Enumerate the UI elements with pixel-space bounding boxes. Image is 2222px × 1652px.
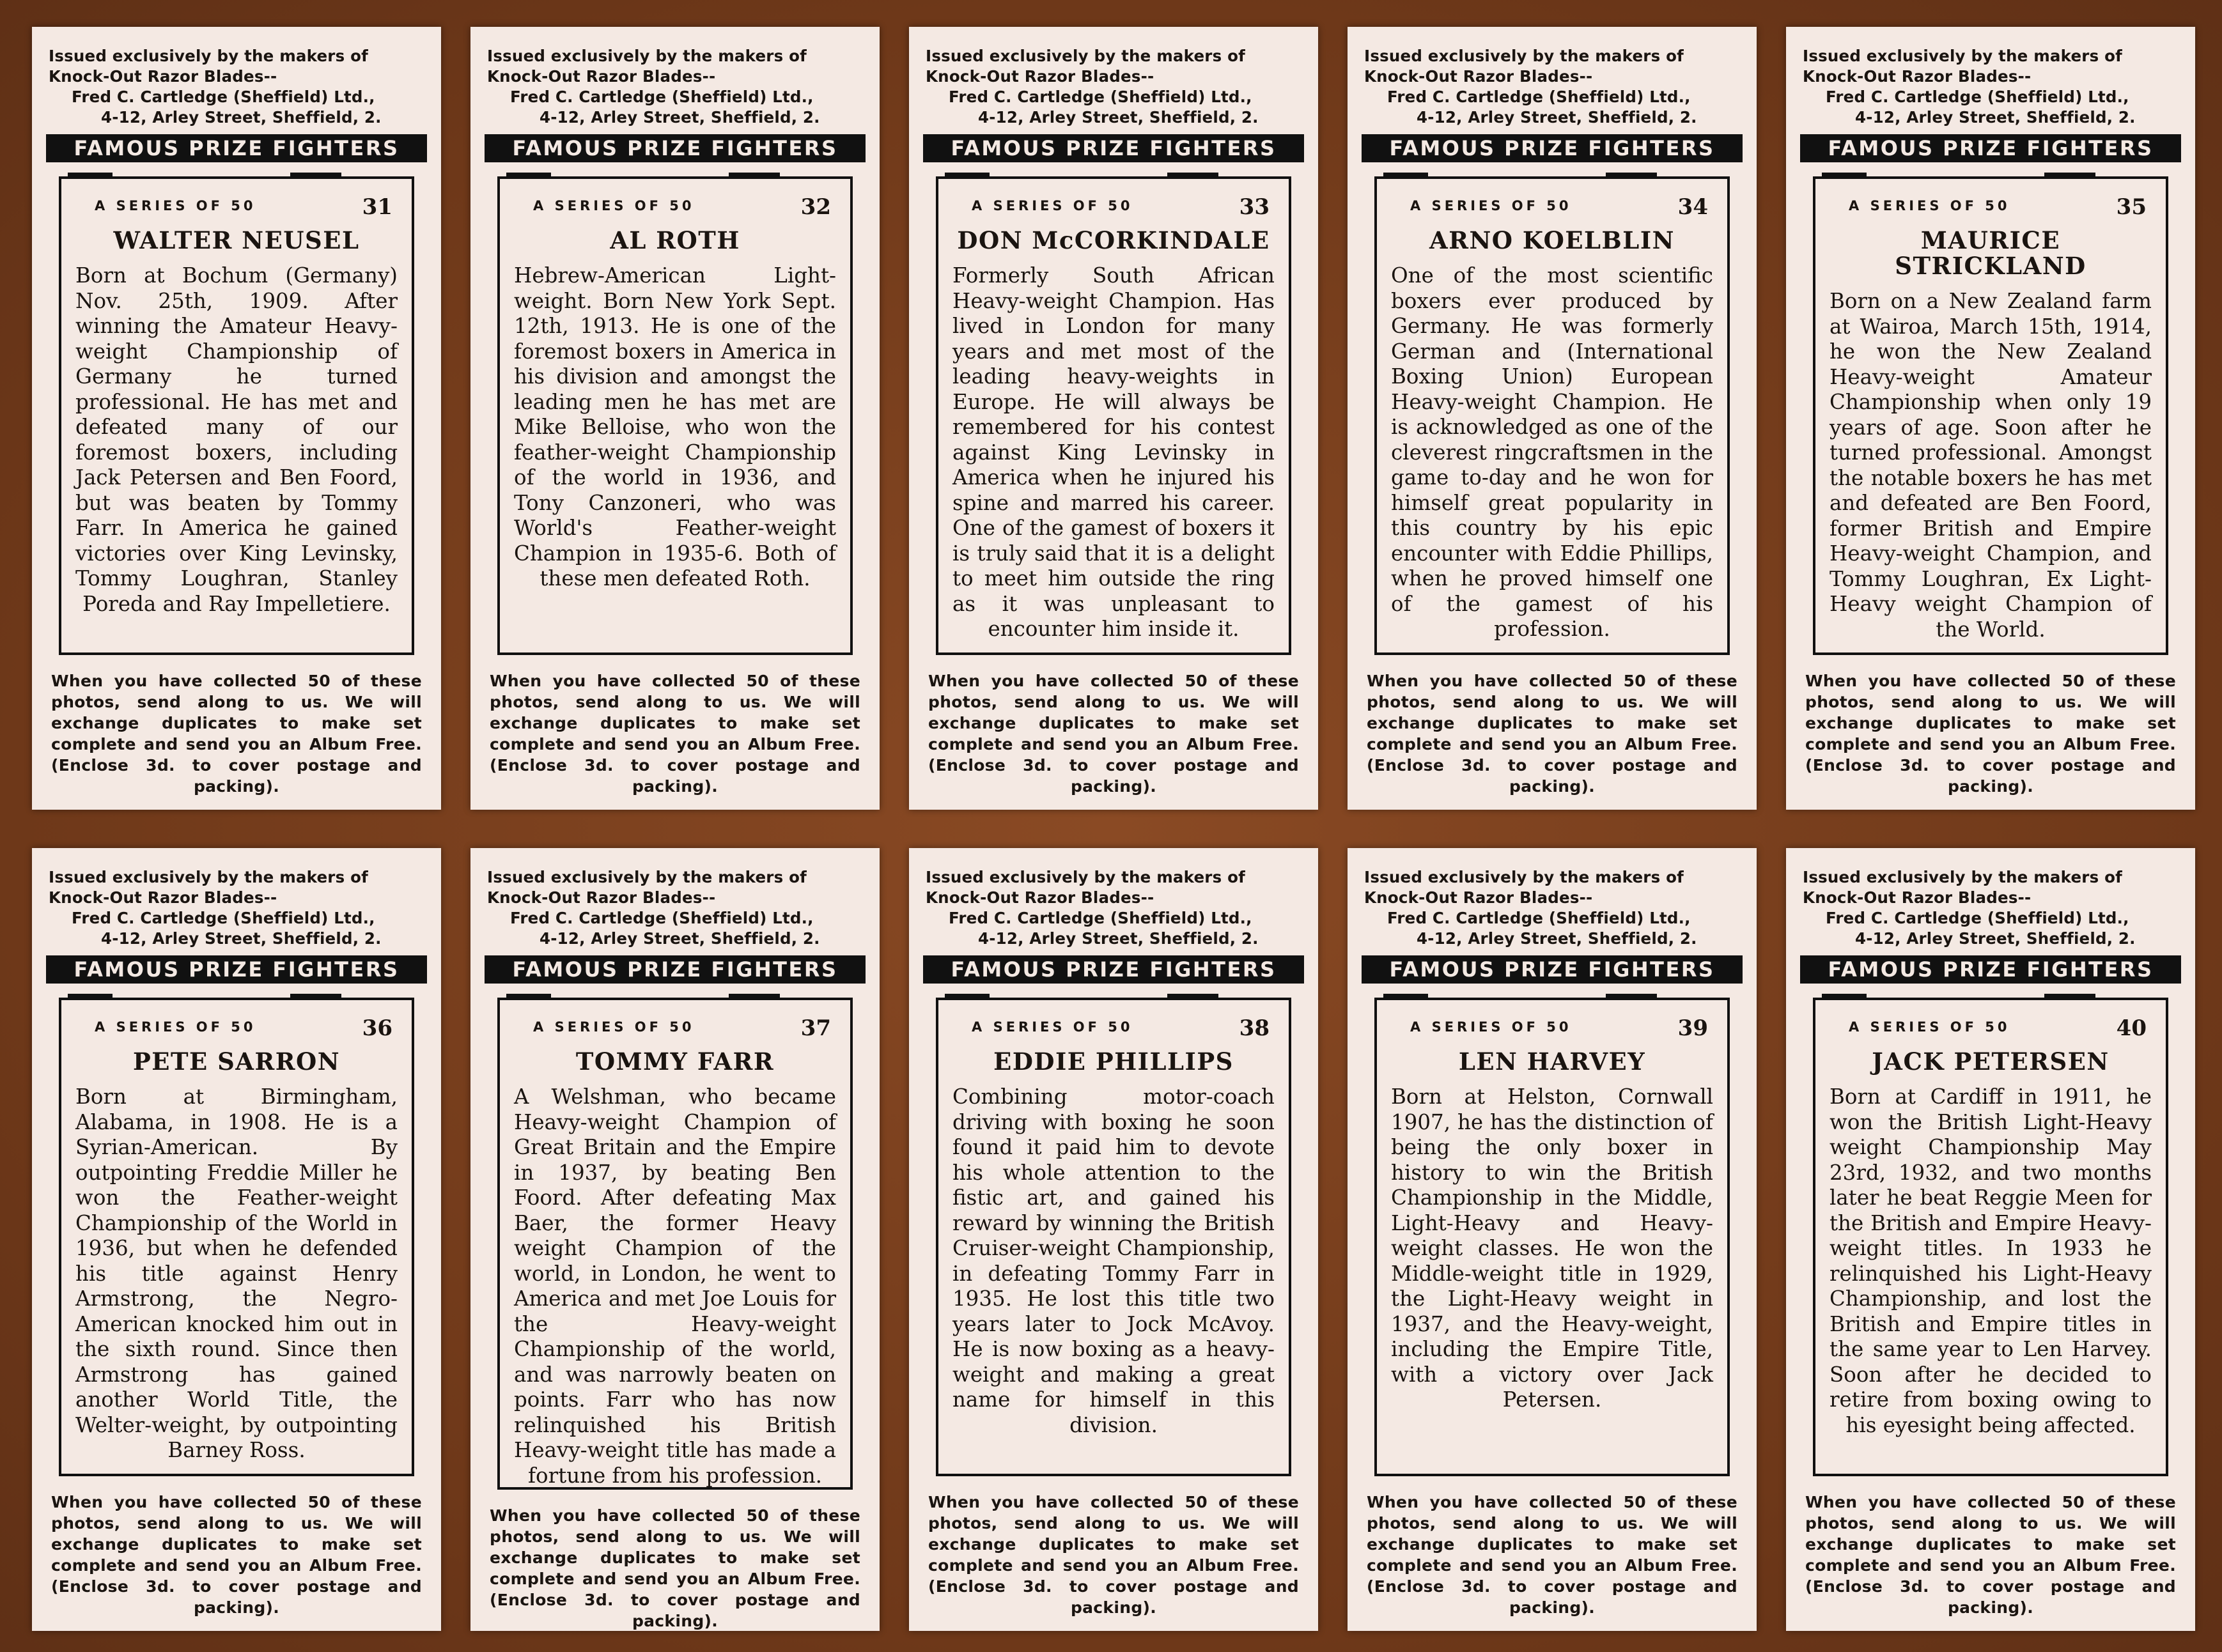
bio-frame — [59, 998, 414, 1476]
trading-card — [32, 27, 441, 810]
series-banner: FAMOUS PRIZE FIGHTERS — [1800, 134, 2181, 162]
bio-frame — [1813, 998, 2168, 1476]
series-label: A SERIES OF 50 — [95, 198, 256, 213]
issuer-line: 4-12, Arley Street, Sheffield, 2. — [540, 929, 820, 948]
issuer-line: Knock-Out Razor Blades-- — [49, 888, 277, 907]
collect-notice: When you have collected 50 of these photos, send along to us. We will exchange duplicates to make set complete and send you an Album Free. (Enclose 3d. to cover postage and packing). — [1805, 1493, 2176, 1617]
issuer-line: 4-12, Arley Street, Sheffield, 2. — [1417, 108, 1697, 127]
trading-card — [470, 27, 880, 810]
frame-tab — [1383, 994, 1428, 999]
issuer-line: Knock-Out Razor Blades-- — [1364, 67, 1593, 86]
issuer-line: Issued exclusively by the makers of — [49, 47, 368, 65]
series-label: A SERIES OF 50 — [1849, 1019, 2010, 1035]
issuer-block — [487, 46, 863, 128]
issuer-block — [1803, 867, 2179, 949]
issuer-line: Knock-Out Razor Blades-- — [1803, 888, 2032, 907]
fighter-name: ARNO KOELBLIN — [1429, 226, 1675, 254]
collect-notice: When you have collected 50 of these photos, send along to us. We will exchange duplicates to make set complete and send you an Album Free. (Enclose 3d. to cover postage and packing). — [928, 672, 1299, 796]
collect-notice: When you have collected 50 of these photos, send along to us. We will exchange duplicates to make set complete and send you an Album Free. (Enclose 3d. to cover postage and packing). — [490, 1506, 860, 1630]
frame-tab — [1167, 173, 1218, 178]
issuer-line: Fred C. Cartledge (Sheffield) Ltd., — [949, 909, 1252, 927]
issuer-line: 4-12, Arley Street, Sheffield, 2. — [540, 108, 820, 127]
frame-tab — [1822, 173, 1867, 178]
issuer-line: 4-12, Arley Street, Sheffield, 2. — [1417, 929, 1697, 948]
issuer-line: Knock-Out Razor Blades-- — [1803, 67, 2032, 86]
fighter-bio: One of the most scientific boxers ever produced by Germany. He was formerly German and (International Boxing Union) European Heavy-weight Champion. He is acknowledged as one of the cleverest ringcraftsmen in the game to-day and he won for himself great popularity in this country by his epic encounter with Eddie Phillips, when he proved himself one of the gamest of his profession. — [1391, 263, 1713, 641]
issuer-line: Knock-Out Razor Blades-- — [487, 67, 716, 86]
series-banner: FAMOUS PRIZE FIGHTERS — [46, 955, 427, 984]
fighter-name: PETE SARRON — [132, 1047, 341, 1076]
issuer-line: Issued exclusively by the makers of — [1803, 868, 2122, 886]
series-label: A SERIES OF 50 — [533, 1019, 695, 1035]
trading-card — [1786, 27, 2195, 810]
fighter-name: WALTER NEUSEL — [113, 226, 360, 254]
trading-card — [32, 848, 441, 1631]
frame-tab — [68, 173, 113, 178]
frame-tab — [1383, 173, 1428, 178]
series-banner: FAMOUS PRIZE FIGHTERS — [1362, 955, 1743, 984]
fighter-name: EDDIE PHILLIPS — [993, 1047, 1234, 1076]
fighter-name: AL ROTH — [610, 226, 740, 254]
issuer-line: Fred C. Cartledge (Sheffield) Ltd., — [1826, 909, 2129, 927]
issuer-line: Fred C. Cartledge (Sheffield) Ltd., — [1826, 88, 2129, 106]
frame-tab — [729, 994, 780, 999]
series-banner: FAMOUS PRIZE FIGHTERS — [1362, 134, 1743, 162]
issuer-line: Knock-Out Razor Blades-- — [49, 67, 277, 86]
series-label: A SERIES OF 50 — [972, 198, 1133, 213]
frame-tab — [1606, 173, 1657, 178]
series-banner: FAMOUS PRIZE FIGHTERS — [1800, 955, 2181, 984]
issuer-line: Issued exclusively by the makers of — [1803, 47, 2122, 65]
series-label: A SERIES OF 50 — [1410, 1019, 1572, 1035]
bio-frame — [1374, 176, 1730, 655]
fighter-name: LEN HARVEY — [1458, 1047, 1646, 1076]
issuer-line: Fred C. Cartledge (Sheffield) Ltd., — [1387, 909, 1691, 927]
trading-card — [1786, 848, 2195, 1631]
issuer-line: 4-12, Arley Street, Sheffield, 2. — [978, 929, 1259, 948]
issuer-line: Issued exclusively by the makers of — [926, 47, 1245, 65]
bio-frame — [936, 176, 1291, 655]
fighter-name: DON McCORKINDALE — [957, 226, 1270, 254]
issuer-block — [1364, 46, 1740, 128]
issuer-line: Fred C. Cartledge (Sheffield) Ltd., — [510, 88, 814, 106]
card-number: 31 — [362, 194, 392, 220]
fighter-bio: Hebrew-American Light-weight. Born New York Sept. 12th, 1913. He is one of the foremost boxers in America in his division and amongst the leading men he has met are Mike Belloise, who won the feather-weight Championship of the world in 1936, and Tony Canzoneri, who was World's Feather-weight Champion in 1935-6. Both of these men defeated Roth. — [514, 263, 836, 591]
frame-tab — [506, 173, 551, 178]
bio-frame — [497, 176, 853, 655]
fighter-bio: Born at Helston, Cornwall 1907, he has the distinction of being the only boxer in history to win the British Championship in the Middle, Light-Heavy and Heavy-weight classes. He won the Middle-weight title in 1929, the Light-Heavy weight in 1937, and the Heavy-weight, including the Empire Title, with a victory over Jack Petersen. — [1391, 1085, 1713, 1412]
bio-frame — [59, 176, 414, 655]
issuer-block — [1364, 867, 1740, 949]
bio-frame — [497, 998, 853, 1490]
issuer-line: 4-12, Arley Street, Sheffield, 2. — [101, 929, 382, 948]
issuer-line: 4-12, Arley Street, Sheffield, 2. — [101, 108, 382, 127]
collect-notice: When you have collected 50 of these photos, send along to us. We will exchange duplicates to make set complete and send you an Album Free. (Enclose 3d. to cover postage and packing). — [51, 672, 422, 796]
fighter-bio: Formerly South African Heavy-weight Champion. Has lived in London for many years and met most of the leading heavy-weights in Europe. He will always be remembered for his contest against King Levinsky in America when he injured his spine and marred his career. One of the gamest of boxers it is truly said that it is a delight to meet him outside the ring as it was unpleasant to encounter him inside it. — [952, 263, 1275, 641]
series-label: A SERIES OF 50 — [95, 1019, 256, 1035]
card-number: 37 — [800, 1015, 831, 1041]
frame-tab — [2044, 173, 2095, 178]
collect-notice: When you have collected 50 of these photos, send along to us. We will exchange duplicates to make set complete and send you an Album Free. (Enclose 3d. to cover postage and packing). — [1805, 672, 2176, 796]
issuer-line: Fred C. Cartledge (Sheffield) Ltd., — [72, 909, 375, 927]
card-grid — [32, 27, 2196, 1631]
collect-notice: When you have collected 50 of these photos, send along to us. We will exchange duplicates to make set complete and send you an Album Free. (Enclose 3d. to cover postage and packing). — [51, 1493, 422, 1617]
card-number: 39 — [1677, 1015, 1708, 1041]
card-number: 32 — [800, 194, 831, 220]
collect-notice: When you have collected 50 of these photos, send along to us. We will exchange duplicates to make set complete and send you an Album Free. (Enclose 3d. to cover postage and packing). — [928, 1493, 1299, 1617]
fighter-name: TOMMY FARR — [575, 1047, 775, 1076]
frame-tab — [2044, 994, 2095, 999]
fighter-name: MAURICE STRICKLAND — [1895, 226, 2086, 280]
fighter-bio: Born at Bochum (Germany) Nov. 25th, 1909. After winning the Amateur Heavy-weight Championship of Germany he turned professional. He has met and defeated many of our foremost boxers, including Jack Petersen and Ben Foord, but was beaten by Tommy Farr. In America he gained victories over King Levinsky, Tommy Loughran, Stanley Poreda and Ray Impelletiere. — [75, 263, 398, 616]
trading-card — [909, 848, 1318, 1631]
fighter-bio: Born on a New Zealand farm at Wairoa, March 15th, 1914, he won the New Zealand Heavy-weight Amateur Championship when only 19 years of age. Soon after he turned professional. Amongst the notable boxers he has met and defeated are Ben Foord, former British and Empire Heavy-weight Champion, and Tommy Loughran, Ex Light-Heavy weight Champion of the World. — [1830, 289, 2152, 642]
fighter-bio: Combining motor-coach driving with boxing he soon found it paid him to devote his whole attention to the fistic art, and gained his reward by winning the British Cruiser-weight Championship, in defeating Tommy Farr in 1935. He lost this title two years later to Jock McAvoy. He is now boxing as a heavy-weight and making a great name for himself in this division. — [952, 1085, 1275, 1437]
issuer-line: 4-12, Arley Street, Sheffield, 2. — [1855, 929, 2136, 948]
frame-tab — [506, 994, 551, 999]
issuer-block — [926, 867, 1301, 949]
trading-card — [470, 848, 880, 1631]
trading-card — [909, 27, 1318, 810]
frame-tab — [1167, 994, 1218, 999]
issuer-line: Issued exclusively by the makers of — [49, 868, 368, 886]
card-number: 40 — [2116, 1015, 2147, 1041]
card-number: 35 — [2116, 194, 2147, 220]
series-banner: FAMOUS PRIZE FIGHTERS — [485, 955, 866, 984]
issuer-line: 4-12, Arley Street, Sheffield, 2. — [978, 108, 1259, 127]
fighter-bio: A Welshman, who became Heavy-weight Champion of Great Britain and the Empire in 1937, by beating Ben Foord. After defeating Max Baer, the former Heavy weight Champion of the world, in London, he went to America and met Joe Louis for the Heavy-weight Championship of the world, and was narrowly beaten on points. Farr who has now relinquished his British Heavy-weight title has made a fortune from his profession. — [514, 1085, 836, 1488]
issuer-line: Knock-Out Razor Blades-- — [926, 67, 1154, 86]
bio-frame — [1813, 176, 2168, 655]
trading-card — [1348, 27, 1757, 810]
issuer-line: Fred C. Cartledge (Sheffield) Ltd., — [949, 88, 1252, 106]
series-label: A SERIES OF 50 — [1410, 198, 1572, 213]
issuer-block — [926, 46, 1301, 128]
issuer-line: Fred C. Cartledge (Sheffield) Ltd., — [510, 909, 814, 927]
issuer-line: Fred C. Cartledge (Sheffield) Ltd., — [1387, 88, 1691, 106]
series-banner: FAMOUS PRIZE FIGHTERS — [923, 134, 1304, 162]
issuer-line: Knock-Out Razor Blades-- — [926, 888, 1154, 907]
frame-tab — [290, 994, 341, 999]
issuer-line: Issued exclusively by the makers of — [1364, 868, 1684, 886]
issuer-block — [49, 867, 424, 949]
issuer-line: 4-12, Arley Street, Sheffield, 2. — [1855, 108, 2136, 127]
issuer-line: Knock-Out Razor Blades-- — [487, 888, 716, 907]
frame-tab — [1606, 994, 1657, 999]
collect-notice: When you have collected 50 of these photos, send along to us. We will exchange duplicates to make set complete and send you an Album Free. (Enclose 3d. to cover postage and packing). — [1367, 672, 1737, 796]
frame-tab — [290, 173, 341, 178]
collect-notice: When you have collected 50 of these photos, send along to us. We will exchange duplicates to make set complete and send you an Album Free. (Enclose 3d. to cover postage and packing). — [490, 672, 860, 796]
issuer-line: Issued exclusively by the makers of — [487, 868, 807, 886]
series-banner: FAMOUS PRIZE FIGHTERS — [46, 134, 427, 162]
collect-notice: When you have collected 50 of these photos, send along to us. We will exchange duplicates to make set complete and send you an Album Free. (Enclose 3d. to cover postage and packing). — [1367, 1493, 1737, 1617]
card-number: 36 — [362, 1015, 392, 1041]
card-number: 38 — [1239, 1015, 1270, 1041]
frame-tab — [68, 994, 113, 999]
card-number: 34 — [1677, 194, 1708, 220]
fighter-bio: Born at Birmingham, Alabama, in 1908. He is a Syrian-American. By outpointing Freddie Miller he won the Feather-weight Championship of the World in 1936, but when he defended his title against Henry Armstrong, the Negro-American knocked him out in the sixth round. Since then Armstrong has gained another World Title, the Welter-weight, by outpointing Barney Ross. — [75, 1085, 398, 1462]
bio-frame — [936, 998, 1291, 1476]
frame-tab — [1822, 994, 1867, 999]
issuer-block — [1803, 46, 2179, 128]
issuer-block — [487, 867, 863, 949]
issuer-block — [49, 46, 424, 128]
issuer-line: Fred C. Cartledge (Sheffield) Ltd., — [72, 88, 375, 106]
series-banner: FAMOUS PRIZE FIGHTERS — [923, 955, 1304, 984]
series-label: A SERIES OF 50 — [1849, 198, 2010, 213]
trading-card — [1348, 848, 1757, 1631]
frame-tab — [945, 173, 990, 178]
fighter-name: JACK PETERSEN — [1872, 1047, 2109, 1076]
frame-tab — [729, 173, 780, 178]
series-label: A SERIES OF 50 — [533, 198, 695, 213]
series-label: A SERIES OF 50 — [972, 1019, 1133, 1035]
frame-tab — [945, 994, 990, 999]
fighter-bio: Born at Cardiff in 1911, he won the British Light-Heavy weight Championship May 23rd, 1932, and two months later he beat Reggie Meen for the British and Empire Heavy-weight titles. In 1933 he relinquished his Light-Heavy Championship, and lost the British and Empire titles in the same year to Len Harvey. Soon after he decided to retire from boxing owing to his eyesight being affected. — [1830, 1085, 2152, 1437]
series-banner: FAMOUS PRIZE FIGHTERS — [485, 134, 866, 162]
issuer-line: Issued exclusively by the makers of — [487, 47, 807, 65]
bio-frame — [1374, 998, 1730, 1476]
issuer-line: Issued exclusively by the makers of — [926, 868, 1245, 886]
issuer-line: Knock-Out Razor Blades-- — [1364, 888, 1593, 907]
card-number: 33 — [1239, 194, 1270, 220]
issuer-line: Issued exclusively by the makers of — [1364, 47, 1684, 65]
